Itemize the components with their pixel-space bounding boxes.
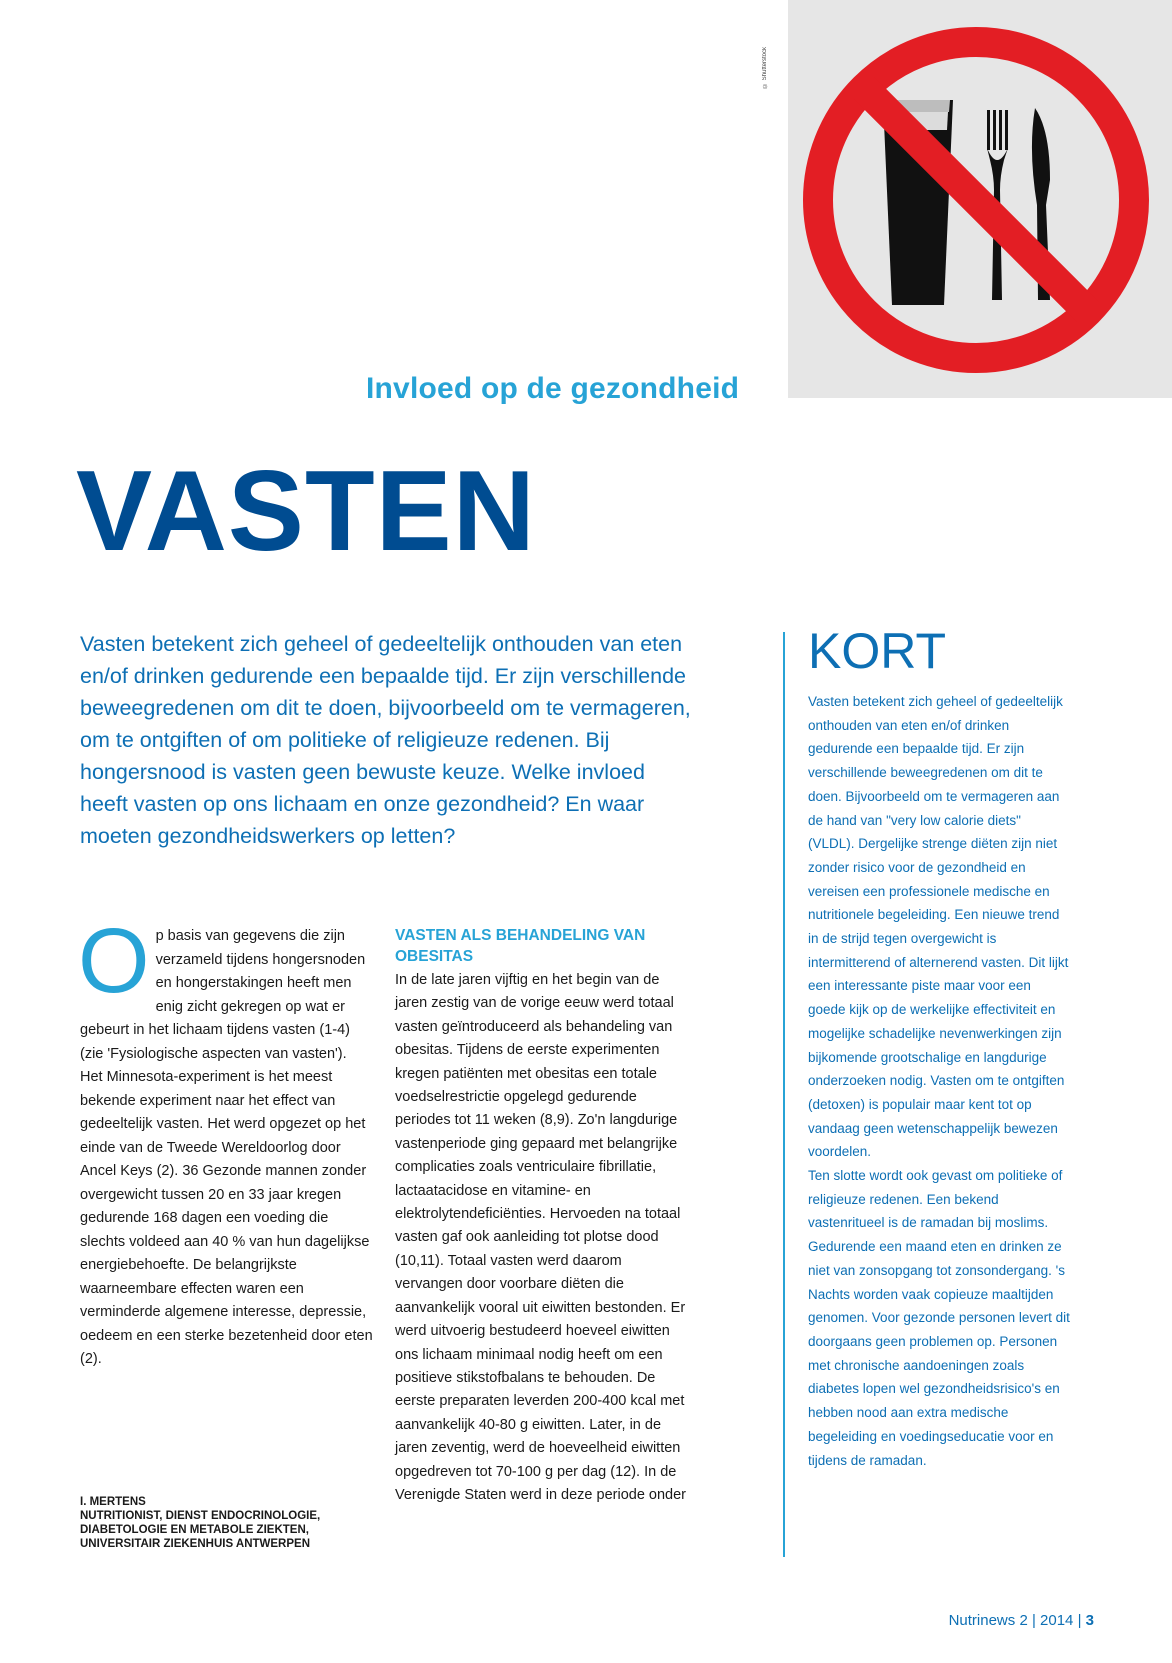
sidebar-paragraph-1: Vasten betekent zich geheel of gedeeltelijk onthouden van eten en/of drinken gedurende een bepaalde tijd. Er zijn verschillende beweegredenen om dit te doen. Bijvoorbeeld om te vermageren aan de hand van "very low calorie diets" (VLDL). Dergelijke strenge diëten zijn niet zonder risico voor de gezondheid en vereisen een professionele medische en nutritionele begeleiding. Een nieuwe trend in de strijd tegen overgewicht is intermitterend of alternerend vasten. Dit lijkt een interessante piste maar voor een goede kijk op de werkelijke effectiviteit en mogelijke schadelijke nevenwerkingen zijn bijkomende grootschalige en langdurige onderzoeken nodig. Vasten om te ontgiften (detoxen) is populair maar kent tot op vandaag geen wetenschappelijk bewezen voordelen. — [808, 694, 1069, 1160]
column-2-text: In de late jaren vijftig en het begin van de jaren zestig van de vorige eeuw werd totaal vasten geïntroduceerd als behandeling van obesitas. Tijdens de eerste experimenten kregen patiënten met obesitas een totale voedselrestrictie opgelegd gedurende periodes tot 11 weken (8,9). Zo'n langdurige vastenperiode ging gepaard met belangrijke complicaties zoals ventriculaire fibrillatie, lactaatacidose en vitamine- en elektrolytendeficiënties. Hervoeden na totaal vasten gaf ook aanleiding tot plotse dood (10,11). Totaal vasten werd daarom vervangen door voorbare diëten die aanvankelijk vooral uit eiwitten bestonden. Er werd uitvoerig bestudeerd hoeveel eiwitten ons lichaam minimaal nodig heeft om een positieve stikstofbalans te behouden. De eerste preparaten leverden 200-400 kcal met aanvankelijk 40-80 g eiwitten. Later, in de jaren zeventig, werd de hoeveelheid eiwitten opgedreven tot 70-100 g per dag (12). In de Verenigde Staten werd in deze periode onder — [395, 972, 687, 1503]
author-block — [80, 1495, 380, 1551]
article-kicker: Invloed op de gezondheid — [366, 372, 740, 405]
sidebar-title: KORT — [808, 623, 946, 679]
article-headline: VASTEN — [76, 448, 536, 575]
footer-brand — [949, 1612, 1016, 1629]
section-heading: VASTEN ALS BEHANDELING VAN OBESITAS — [395, 927, 646, 965]
article-intro: Vasten betekent zich geheel of gedeeltelijk onthouden van eten en/of drinken gedurende een bepaalde tijd. Er zijn verschillende beweegredenen om dit te doen, bijvoorbeeld om te vermageren, om te ontgiften of om politieke of religieuze redenen. Bij hongersnood is vasten geen bewuste keuze. Welke invloed heeft vasten op ons lichaam en onze gezondheid? En waar moeten gezondheidswerkers op letten? — [80, 632, 691, 848]
no-food-sign-photo — [788, 0, 1172, 398]
sidebar-paragraph-2: Ten slotte wordt ook gevast om politieke of religieuze redenen. Een bekend vastenritueel is de ramadan bij moslims. Gedurende een maand eten en drinken ze niet van zonsopgang tot zonsondergang. 's Nachts worden vaak copieuze maaltijden genomen. Voor gezonde personen levert dit doorgaans geen problemen op. Personen met chronische aandoeningen zoals diabetes lopen wel gezondheidsrisico's en hebben nood aan extra medische begeleiding en voedingseducatie voor en tijdens de ramadan. — [808, 1168, 1070, 1468]
footer-brand-nutri: Nutri — [948, 1612, 981, 1629]
sidebar-divider — [783, 632, 785, 1557]
footer-separator: | — [1077, 1612, 1082, 1629]
photo-credit: © Shutterstock — [762, 46, 768, 88]
footer-brand-news: news — [980, 1612, 1016, 1629]
author-role: NUTRITIONIST, DIENST ENDOCRINOLOGIE, DIABETOLOGIE EN METABOLE ZIEKTEN, UNIVERSITAIR ZIEKENHUIS ANTWERPEN — [80, 1510, 321, 1550]
footer-issue: 2 — [1019, 1612, 1028, 1629]
page-number: 3 — [1085, 1612, 1094, 1629]
column-1-text: p basis van gegevens die zijn verzameld tijdens hongersnoden en hongerstakingen heeft men enig zicht gekregen op wat er gebeurt in het lichaam tijdens vasten (1-4) (zie 'Fysiologische aspecten van vasten'). Het Minnesota-experiment is het meest bekende experiment naar het effect van gedeeltelijk vasten. Het werd opgezet op het einde van de Tweede Wereldoorlog door Ancel Keys (2). 36 Gezonde mannen zonder overgewicht tussen 20 en 33 jaar kregen gedurende 168 dagen een voeding die slechts voldeed aan 40 % van hun dagelijkse energiebehoefte. De belangrijkste waarneembare effecten waren een verminderde algemene interesse, depressie, oedeem en een sterke bezetenheid door eten (2). — [80, 928, 373, 1367]
footer-year: 2014 — [1040, 1612, 1074, 1629]
drop-cap: O — [78, 910, 150, 1012]
author-name: I. MERTENS — [80, 1496, 146, 1508]
article-body-column-1 — [78, 910, 373, 1372]
footer-separator: | — [1031, 1612, 1036, 1629]
page-footer — [949, 1612, 1094, 1629]
article-body-column-2 — [395, 925, 690, 1507]
sidebar-summary — [808, 690, 1070, 1472]
no-food-no-drink-sign-icon — [788, 0, 1172, 398]
